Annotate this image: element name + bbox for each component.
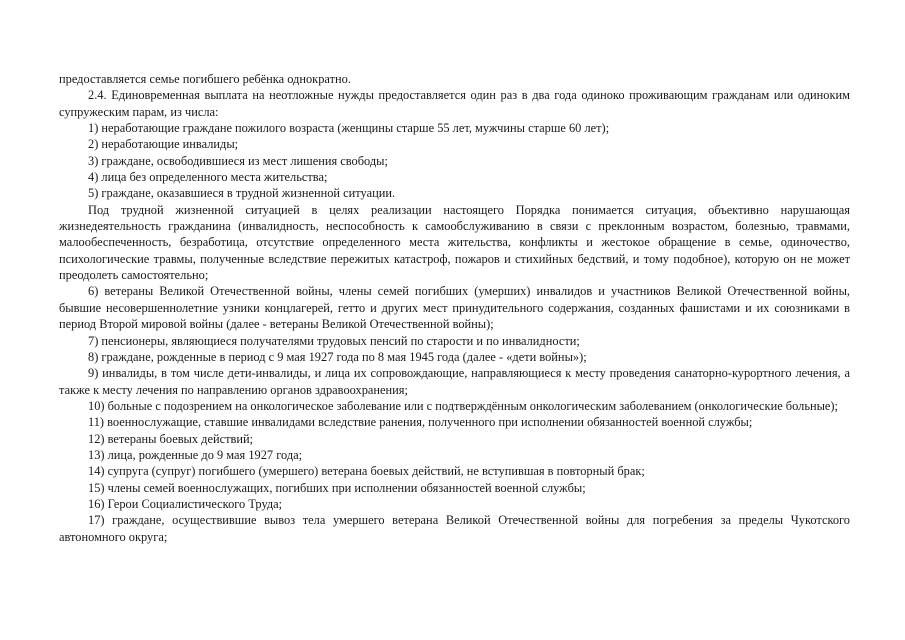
list-item-16: 16) Герои Социалистического Труда; <box>88 496 283 511</box>
section-2-4-paragraph: 2.4. Единовременная выплата на неотложные нужды предоставляется один раз в два года одиноко проживающим гражданам или одиноким супружеским парам, из числа: <box>59 88 850 119</box>
intro-paragraph: предоставляется семье погибшего ребёнка однократно. <box>59 72 351 86</box>
list-item-12: 12) ветераны боевых действий; <box>88 431 254 446</box>
list-item-9: 9) инвалиды, в том числе дети-инвалиды, и лица их сопровождающие, направляющиеся к месту проведения санаторно-курортного лечения, а также к месту лечения по направлению органов здравоохранения; <box>59 366 850 397</box>
list-item-8: 8) граждане, рожденные в период с 9 мая 1927 года по 8 мая 1945 года (далее - «дети войны»); <box>88 349 587 364</box>
definition-paragraph: Под трудной жизненной ситуацией в целях реализации настоящего Порядка понимается ситуация, объективно нарушающая жизнедеятельность гражданина (инвалидность, неспособность к самообслуживанию в связи с преклонным возрастом, болезнью, травмами, малообеспеченность, безработица, отсутствие определенного места жительства, конфликты и жестокое обращение в семье, одиночество, психологические травмы, полученные вследствие пережитых катастроф, пожаров и стихийных бедствий, и тому подобное), которую он не может преодолеть самостоятельно; <box>59 202 850 283</box>
list-item-6: 6) ветераны Великой Отечественной войны, члены семей погибших (умерших) инвалидов и участников Великой Отечественной войны, бывшие несовершеннолетние узники концлагерей, гетто и других мест принудительного содержания, созданных фашистами и их союзниками в период Второй мировой войны (далее - ветераны Великой Отечественной войны); <box>59 284 850 332</box>
list-item-2: 2) неработающие инвалиды; <box>88 137 239 152</box>
list-item-15: 15) члены семей военнослужащих, погибших при исполнении обязанностей военной службы; <box>88 480 586 495</box>
list-item-10: 10) больные с подозрением на онкологическое заболевание или с подтверждённым онкологическим заболеванием (онкологические больные); <box>88 398 838 413</box>
list-item-1: 1) неработающие граждане пожилого возраста (женщины старше 55 лет, мужчины старше 60 лет); <box>88 121 610 136</box>
list-item-17: 17) граждане, осуществившие вывоз тела умершего ветерана Великой Отечественной войны для погребения за пределы Чукотского автономного округа; <box>59 513 850 544</box>
list-item-11: 11) военнослужащие, ставшие инвалидами вследствие ранения, полученного при исполнении обязанностей военной службы; <box>88 415 753 430</box>
document-page <box>59 71 850 545</box>
list-item-4: 4) лица без определенного места жительства; <box>88 170 328 185</box>
list-item-13: 13) лица, рожденные до 9 мая 1927 года; <box>88 447 303 462</box>
list-item-7: 7) пенсионеры, являющиеся получателями трудовых пенсий по старости и по инвалидности; <box>88 333 580 348</box>
list-item-3: 3) граждане, освободившиеся из мест лишения свободы; <box>88 153 388 168</box>
list-item-14: 14) супруга (супруг) погибшего (умершего) ветерана боевых действий, не вступившая в повторный брак; <box>88 464 645 479</box>
list-item-5: 5) граждане, оказавшиеся в трудной жизненной ситуации. <box>88 186 396 201</box>
